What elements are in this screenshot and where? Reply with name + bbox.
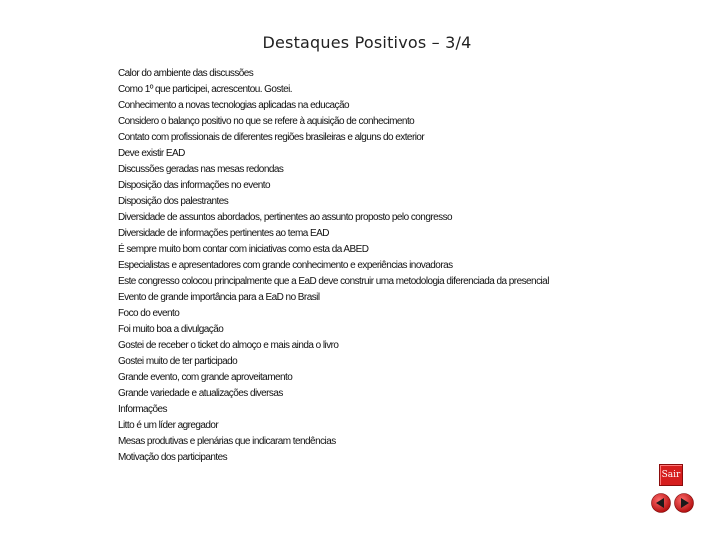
- next-slide-button[interactable]: [674, 493, 694, 513]
- list-item: Informações: [118, 404, 167, 415]
- list-item: Conhecimento a novas tecnologias aplicadas na educação: [118, 100, 350, 111]
- list-item: Diversidade de informações pertinentes ao tema EAD: [118, 228, 329, 239]
- list-item: Especialistas e apresentadores com grande conhecimento e experiências inovadoras: [118, 260, 453, 271]
- list-item: Este congresso colocou principalmente que a EaD deve construir uma metodologia diferenciada da presencial: [118, 276, 549, 287]
- list-item: Foco do evento: [118, 308, 180, 319]
- list-item: É sempre muito bom contar com iniciativas como esta da ABED: [118, 244, 369, 255]
- exit-button[interactable]: Sair: [659, 464, 683, 486]
- list-item: Grande evento, com grande aproveitamento: [118, 372, 293, 383]
- list-item: Litto é um líder agregador: [118, 420, 219, 431]
- list-item: Contato com profissionais de diferentes regiões brasileiras e alguns do exterior: [118, 132, 425, 143]
- list-item: Gostei de receber o ticket do almoço e mais ainda o livro: [118, 340, 339, 351]
- list-item: Mesas produtivas e plenárias que indicaram tendências: [118, 436, 336, 447]
- list-item: Disposição das informações no evento: [118, 180, 270, 191]
- list-item: Calor do ambiente das discussões: [118, 68, 254, 79]
- highlights-list: [118, 66, 588, 466]
- list-item: Diversidade de assuntos abordados, pertinentes ao assunto proposto pelo congresso: [118, 212, 453, 223]
- list-item: Grande variedade e atualizações diversas: [118, 388, 283, 399]
- list-item: Discussões geradas nas mesas redondas: [118, 164, 284, 175]
- list-item: Gostei muito de ter participado: [118, 356, 238, 367]
- list-item: Disposição dos palestrantes: [118, 196, 229, 207]
- page-title: Destaques Positivos – 3/4: [262, 33, 472, 52]
- list-item: Evento de grande importância para a EaD no Brasil: [118, 292, 320, 303]
- previous-slide-button[interactable]: [651, 493, 671, 513]
- list-item: Foi muito boa a divulgação: [118, 324, 224, 335]
- list-item: Deve existir EAD: [118, 148, 185, 159]
- list-item: Considero o balanço positivo no que se refere à aquisição de conhecimento: [118, 116, 415, 127]
- list-item: Motivação dos participantes: [118, 452, 228, 463]
- list-item: Como 1º que participei, acrescentou. Gostei.: [118, 84, 292, 95]
